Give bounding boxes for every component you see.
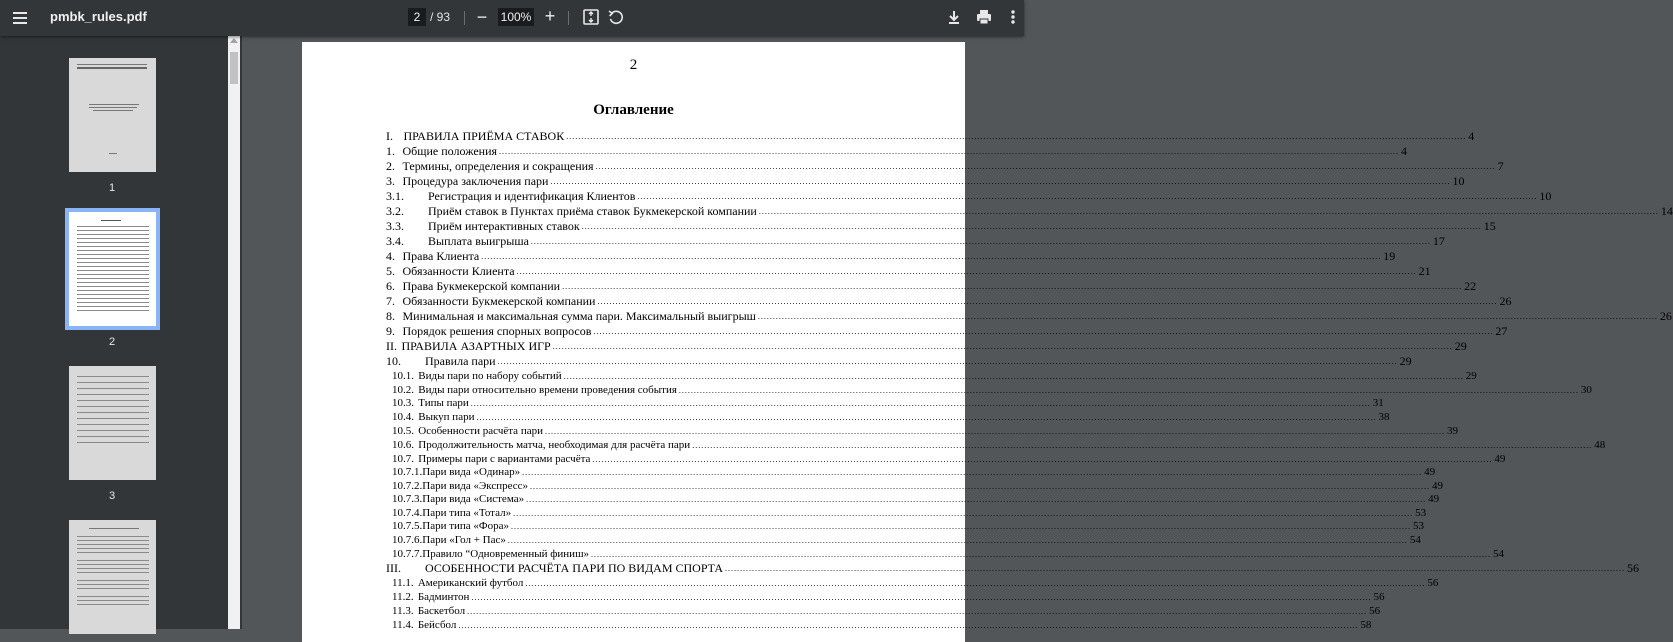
toc-entry[interactable] <box>386 353 1412 368</box>
toc-entry-page: 48 <box>1594 439 1606 451</box>
toc-entry-page: 26 <box>1659 309 1672 323</box>
page-thumbnail-3[interactable] <box>69 366 156 480</box>
toc-entry-number: 10.2. <box>392 384 414 396</box>
toc-entry[interactable] <box>386 203 1673 218</box>
toc-entry-page: 30 <box>1580 384 1592 396</box>
toc-entry-label <box>392 604 465 618</box>
toc-leader-dots: ............................................................................................................................................................................................................................................................................................................ <box>470 399 1371 408</box>
page-thumbnail-4[interactable] <box>69 520 156 634</box>
toc-entry[interactable] <box>386 293 1512 308</box>
toc-entry-page: 49 <box>1428 493 1440 505</box>
toc-entry-label <box>392 590 469 604</box>
toc-entry-page: 31 <box>1372 397 1384 409</box>
toc-leader-dots: ............................................................................................................................................................................................................................................................................................................ <box>597 297 1498 306</box>
toc-entry-label <box>386 204 757 218</box>
toc-entry-number: 3. <box>386 174 395 188</box>
toc-entry-text: Бейсбол <box>417 619 457 631</box>
toc-entry-page: 49 <box>1494 453 1506 465</box>
toc-leader-dots: ............................................................................................................................................................................................................................................................................................................ <box>497 357 1398 366</box>
toc-entry-page: 7 <box>1497 159 1504 173</box>
toc-entry-label <box>392 547 589 561</box>
zoom-in-button[interactable]: + <box>544 6 556 26</box>
toc-leader-dots: ............................................................................................................................................................................................................................................................................................................ <box>678 386 1579 395</box>
toc-entry-text: Приём ставок в Пунктах приёма ставок Букмекерской компании <box>428 204 757 218</box>
toc-entry-text: Процедура заключения пари <box>402 174 549 188</box>
toc-entry-number: 11.2. <box>392 591 414 603</box>
toc-entry-text: Выплата выигрыша <box>428 234 529 248</box>
toc-entry[interactable] <box>386 218 1496 233</box>
toc-entry-page: 4 <box>1401 144 1408 158</box>
toc-entry-number: 9. <box>386 324 395 338</box>
toc-entry-number: 3.2. <box>386 204 404 218</box>
zoom-out-button[interactable]: − <box>476 7 488 27</box>
toc-entry-page: 26 <box>1499 294 1512 308</box>
toc-entry-text: Особенности расчёта пари <box>418 425 543 437</box>
toc-entry[interactable] <box>392 518 1424 533</box>
toc-entry-page: 54 <box>1409 534 1421 546</box>
toc-entry-page: 53 <box>1413 520 1424 532</box>
fit-page-icon[interactable] <box>582 8 600 26</box>
toc-entry-number: 7. <box>386 294 395 308</box>
toc-entry-text: Приём интерактивных ставок <box>428 219 580 233</box>
toc-entry-label <box>386 129 564 143</box>
toc-entry[interactable] <box>392 575 1439 590</box>
scrollbar-thumb[interactable] <box>230 52 238 84</box>
toc-entry-number: 2. <box>386 159 395 173</box>
toc-entry[interactable] <box>392 589 1385 604</box>
toc-title: Оглавление <box>593 102 674 118</box>
toc-entry-number: III. <box>386 561 401 575</box>
toc-entry-number: 10.7.6. <box>392 534 423 546</box>
toc-entry-text: Пари вида «Одинар» <box>422 466 521 478</box>
toc-entry-number: 10.7. <box>392 453 414 465</box>
toc-entry-label <box>392 576 523 590</box>
toc-entry-page: 29 <box>1454 339 1467 353</box>
rotate-icon[interactable] <box>607 8 625 26</box>
toc-entry-label <box>386 219 580 233</box>
toc-entry-page: 49 <box>1424 466 1436 478</box>
toc-entry-text: Регистрация и идентификация Клиентов <box>428 189 636 203</box>
toc-entry[interactable] <box>386 560 1640 575</box>
page-number-input[interactable]: 2 <box>408 8 426 26</box>
toc-entry-page: 10 <box>1539 189 1552 203</box>
toc-entry[interactable] <box>392 423 1458 438</box>
toc-entry-page: 58 <box>1360 619 1372 631</box>
toc-entry-label <box>386 294 595 308</box>
toc-entry-number: 4. <box>386 249 395 263</box>
toc-entry[interactable] <box>392 395 1384 410</box>
toc-entry-number: 6. <box>386 279 395 293</box>
toc-leader-dots: ............................................................................................................................................................................................................................................................................................................ <box>692 441 1593 450</box>
toc-entry-page: 4 <box>1468 129 1475 143</box>
toc-entry-page: 29 <box>1465 370 1477 382</box>
toc-entry-number: 10.7.1. <box>392 466 423 478</box>
toc-entry-page: 56 <box>1373 591 1385 603</box>
toc-entry-page: 27 <box>1495 324 1508 338</box>
toc-entry-text: Правила пари <box>425 354 496 368</box>
toc-entry-number: I. <box>386 129 393 143</box>
toc-entry-page: 56 <box>1369 605 1381 617</box>
zoom-level-input[interactable]: 100% <box>498 8 534 26</box>
toc-entry-page: 21 <box>1418 264 1431 278</box>
toc-entry-text: Обязанности Букмекерской компании <box>402 294 596 308</box>
toc-entry-page: 10 <box>1452 174 1465 188</box>
document-viewer[interactable] <box>242 36 1673 631</box>
toc-entry-number: 10.7.2. <box>392 480 423 492</box>
toc-leader-dots: ............................................................................................................................................................................................................................................................................................................ <box>530 237 1431 246</box>
toc-entry-label <box>392 533 506 547</box>
toc-entry-number: 10.7.7. <box>392 548 423 560</box>
page-thumbnail-2[interactable] <box>69 212 156 326</box>
toc-entry-page: 19 <box>1383 249 1396 263</box>
toc-leader-dots: ............................................................................................................................................................................................................................................................................................................ <box>507 536 1408 545</box>
toc-entry-page: 38 <box>1378 411 1390 423</box>
toc-entry-number: 10.4. <box>392 411 414 423</box>
toc-entry[interactable] <box>392 491 1440 506</box>
toc-entry-page: 56 <box>1627 561 1640 575</box>
toc-entry-page: 39 <box>1446 425 1458 437</box>
toc-leader-dots: ............................................................................................................................................................................................................................................................................................................ <box>637 192 1538 201</box>
page-thumbnail-1[interactable] <box>69 58 156 172</box>
toc-leader-dots: ............................................................................................................................................................................................................................................................................................................ <box>562 282 1463 291</box>
toc-entry-text: Пари вида «Экспресс» <box>422 480 529 492</box>
toc-leader-dots: ............................................................................................................................................................................................................................................................................................................ <box>530 482 1431 491</box>
toc-entry-label <box>386 339 551 353</box>
toc-entry-number: 11.4. <box>392 619 414 631</box>
toc-entry-number: 10. <box>386 354 401 368</box>
toc-entry-number: 10.7.4. <box>392 507 423 519</box>
toc-entry-label <box>386 561 723 575</box>
toc-entry-label <box>386 159 594 173</box>
toc-entry-text: Пари типа «Тотал» <box>422 507 512 519</box>
toc-leader-dots: ............................................................................................................................................................................................................................................................................................................ <box>758 207 1659 216</box>
toc-entry-text: Обязанности Клиента <box>402 264 515 278</box>
toc-entry-label <box>392 396 469 410</box>
toc-entry[interactable] <box>392 617 1372 632</box>
toc-leader-dots: ............................................................................................................................................................................................................................................................................................................ <box>467 607 1368 616</box>
toc-entry[interactable] <box>386 128 1475 143</box>
toc-entry[interactable] <box>392 603 1381 618</box>
toc-entry-text: Термины, определения и сокращения <box>402 159 594 173</box>
toc-entry-label <box>392 410 474 424</box>
toc-leader-dots: ............................................................................................................................................................................................................................................................................................................ <box>591 550 1492 559</box>
toc-entry[interactable] <box>386 233 1445 248</box>
toc-entry-label <box>392 492 524 506</box>
toc-entry-label <box>392 519 509 533</box>
toc-entry[interactable] <box>392 409 1390 424</box>
toc-entry-number: 3.4. <box>386 234 404 248</box>
toc-entry-text: Права Букмекерской компании <box>402 279 561 293</box>
toc-entry-text: Минимальная и максимальная сумма пари. Максимальный выигрыш <box>402 309 756 323</box>
toc-entry-text: Права Клиента <box>402 249 480 263</box>
toc-leader-dots: ............................................................................................................................................................................................................................................................................................................ <box>563 372 1464 381</box>
toc-entry[interactable] <box>386 143 1408 158</box>
toc-entry-text: Американский футбол <box>417 577 524 589</box>
pdf-page <box>302 42 1673 642</box>
toc-leader-dots: ............................................................................................................................................................................................................................................................................................................ <box>511 522 1411 531</box>
toc-entry-number: 3.3. <box>386 219 404 233</box>
toc-entry-text: Типы пари <box>418 397 469 409</box>
toc-entry-number: 10.3. <box>392 397 414 409</box>
toc-leader-dots: ............................................................................................................................................................................................................................................................................................................ <box>593 327 1494 336</box>
toc-leader-dots: ............................................................................................................................................................................................................................................................................................................ <box>499 147 1400 156</box>
toc-entry[interactable] <box>386 338 1467 353</box>
toc-entry-label <box>386 309 756 323</box>
toc-leader-dots: ............................................................................................................................................................................................................................................................................................................ <box>525 579 1426 588</box>
toc-entry[interactable] <box>386 263 1431 278</box>
toc-entry-label <box>386 354 496 368</box>
toc-leader-dots: ............................................................................................................................................................................................................................................................................................................ <box>458 621 1359 630</box>
toc-entry-text: Пари «Гол + Пас» <box>422 534 506 546</box>
toc-entry[interactable] <box>386 173 1465 188</box>
toc-entry-number: 8. <box>386 309 395 323</box>
toc-entry-text: Баскетбол <box>417 605 466 617</box>
toc-entry-label <box>386 234 529 248</box>
toc-entry-label <box>386 279 560 293</box>
toc-entry-number: 11.3. <box>392 605 414 617</box>
toc-leader-dots: ............................................................................................................................................................................................................................................................................................................ <box>526 495 1427 504</box>
toc-entry-label <box>386 249 479 263</box>
scroll-up-arrow-icon[interactable] <box>230 38 238 43</box>
toolbar-divider <box>464 11 465 25</box>
toc-entry[interactable] <box>386 323 1508 338</box>
toc-entry[interactable] <box>386 158 1504 173</box>
toc-entry-text: Пари вида «Система» <box>422 493 525 505</box>
toc-entry-label <box>392 438 690 452</box>
thumbnail-sidebar <box>0 36 242 629</box>
toc-entry-label <box>386 144 497 158</box>
toc-entry-page: 56 <box>1427 577 1439 589</box>
more-icon[interactable] <box>1004 8 1022 26</box>
toc-entry-page: 22 <box>1464 279 1477 293</box>
toc-entry-text: Продолжительность матча, необходимая для расчёта пари <box>418 439 691 451</box>
toc-entry-text: ПРАВИЛА ПРИЁМА СТАВОК <box>403 129 565 143</box>
toc-entry-number: II. <box>386 339 397 353</box>
toc-leader-dots: ............................................................................................................................................................................................................................................................................................................ <box>544 427 1445 436</box>
toc-entry-label <box>386 189 635 203</box>
toc-entry-page: 15 <box>1483 219 1496 233</box>
toc-entry-label <box>392 618 456 632</box>
toc-entry-text: Выкуп пари <box>418 411 475 423</box>
toc-entry-number: 10.7.3. <box>392 493 423 505</box>
file-title: pmbk_rules.pdf <box>50 9 147 24</box>
toc-entry-number: 5. <box>386 264 395 278</box>
thumbnail-label: 3 <box>108 490 116 502</box>
toc-leader-dots: ............................................................................................................................................................................................................................................................................................................ <box>566 132 1467 141</box>
toc-entry[interactable] <box>386 188 1552 203</box>
toc-entry-label <box>392 465 520 479</box>
toc-leader-dots: ............................................................................................................................................................................................................................................................................................................ <box>550 177 1451 186</box>
toc-entry-page: 17 <box>1432 234 1445 248</box>
toc-entry[interactable] <box>392 532 1421 547</box>
sidebar-scrollbar[interactable] <box>228 36 240 629</box>
toolbar-divider <box>568 11 569 25</box>
thumbnail-label: 1 <box>108 182 116 194</box>
toc-leader-dots: ............................................................................................................................................................................................................................................................................................................ <box>516 267 1417 276</box>
toc-entry-text: Виды пари по набору событий <box>418 370 562 382</box>
toc-entry-text: Общие положения <box>402 144 498 158</box>
toc-entry-page: 54 <box>1493 548 1505 560</box>
page-total: / 93 <box>430 10 451 24</box>
toc-entry-text: Правило “Одновременный финиш» <box>422 548 590 560</box>
thumbnail-label: 2 <box>108 336 116 348</box>
menu-icon[interactable] <box>10 8 30 28</box>
toc-leader-dots: ............................................................................................................................................................................................................................................................................................................ <box>522 468 1423 477</box>
toc-entry-number: 10.6. <box>392 439 414 451</box>
toc-entry[interactable] <box>392 546 1505 561</box>
toc-leader-dots: ............................................................................................................................................................................................................................................................................................................ <box>513 509 1414 518</box>
toc-leader-dots: ............................................................................................................................................................................................................................................................................................................ <box>595 162 1496 171</box>
toc-entry-number: 11.1. <box>392 577 414 589</box>
toc-entry[interactable] <box>392 437 1606 452</box>
page-number: 2 <box>629 57 638 73</box>
toc-leader-dots: ............................................................................................................................................................................................................................................................................................................ <box>725 564 1626 573</box>
toc-leader-dots: ............................................................................................................................................................................................................................................................................................................ <box>757 312 1658 321</box>
pdf-toolbar <box>0 0 1024 36</box>
toc-entry-page: 29 <box>1399 354 1412 368</box>
toc-entry-label <box>386 324 591 338</box>
toc-entry-number: 10.5. <box>392 425 414 437</box>
toc-entry-text: Примеры пари с вариантами расчёта <box>418 453 591 465</box>
toc-entry-text: ОСОБЕННОСТИ РАСЧЁТА ПАРИ ПО ВИДАМ СПОРТА <box>425 561 724 575</box>
toc-entry-text: Пари типа «Фора» <box>422 520 509 532</box>
toc-entry-text: Бадминтон <box>417 591 470 603</box>
toc-entry-label <box>386 264 515 278</box>
toc-entry[interactable] <box>392 368 1477 383</box>
toc-entry[interactable] <box>386 278 1477 293</box>
toc-entry-text: Виды пари относительно времени проведения события <box>418 384 677 396</box>
toc-leader-dots: ............................................................................................................................................................................................................................................................................................................ <box>476 413 1377 422</box>
toc-leader-dots: ............................................................................................................................................................................................................................................................................................................ <box>581 222 1482 231</box>
toc-entry[interactable] <box>392 464 1436 479</box>
toc-entry-page: 49 <box>1432 480 1444 492</box>
toc-entry-number: 10.1. <box>392 370 414 382</box>
toc-entry-number: 3.1. <box>386 189 404 203</box>
toc-entry-number: 1. <box>386 144 395 158</box>
toc-entry-label <box>392 424 543 438</box>
toc-entry-text: Порядок решения спорных вопросов <box>402 324 592 338</box>
toc-entry-label <box>392 369 562 383</box>
toc-leader-dots: ............................................................................................................................................................................................................................................................................................................ <box>592 455 1493 464</box>
toc-entry-label <box>386 174 548 188</box>
toc-leader-dots: ............................................................................................................................................................................................................................................................................................................ <box>481 252 1382 261</box>
toc-entry-page: 53 <box>1415 507 1427 519</box>
toc-leader-dots: ............................................................................................................................................................................................................................................................................................................ <box>471 593 1372 602</box>
download-icon[interactable] <box>945 8 963 26</box>
toc-entry-page: 14 <box>1660 204 1673 218</box>
print-icon[interactable] <box>975 8 993 26</box>
toc-entry[interactable] <box>386 308 1672 323</box>
toc-entry-text: ПРАВИЛА АЗАРТНЫХ ИГР <box>401 339 551 353</box>
toc-leader-dots: ............................................................................................................................................................................................................................................................................................................ <box>552 342 1453 351</box>
toc-entry-number: 10.7.5. <box>392 520 423 532</box>
toc-entry[interactable] <box>386 248 1396 263</box>
